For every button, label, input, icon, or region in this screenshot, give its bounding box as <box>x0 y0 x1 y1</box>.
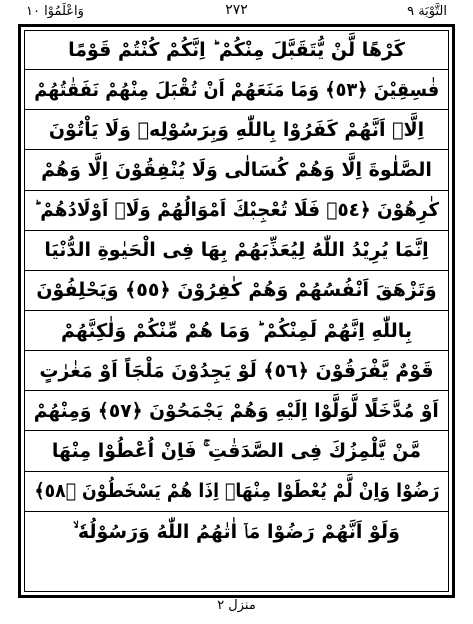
text-line-12 <box>24 472 449 512</box>
text-line-9 <box>24 351 449 391</box>
text-line-3 <box>24 110 449 150</box>
line-text: وَلَوْ اَنَّهُمْ رَضُوْا مَاۤ اٰتٰهُمُ اللّٰهُ وَرَسُوْلُهٗ ۙ <box>73 520 400 543</box>
line-text: اَوْ مُدَّخَلًا لَّوَلَّوْا اِلَيْهِ وَهُمْ يَجْمَحُوْنَ ﴿٥٧﴾ وَمِنْهُمْ <box>33 399 440 422</box>
line-text: وَتَزْهَقَ اَنْفُسُهُمْ وَهُمْ كٰفِرُوْنَ ﴿٥٥﴾ وَيَحْلِفُوْنَ <box>36 279 437 302</box>
line-text: اِنَّمَا يُرِيْدُ اللّٰهُ لِيُعَذِّبَهُمْ بِهَا فِى الْحَيٰوةِ الدُّنْيَا <box>44 239 429 262</box>
text-line-1 <box>24 30 449 70</box>
header-para-name: وَاعْلَمُوْا ١٠ <box>26 4 84 19</box>
text-line-8 <box>24 311 449 351</box>
line-text: اِلَّاۤ اَنَّهُمْ كَفَرُوْا بِاللّٰهِ وَبِرَسُوْلِهٖ وَلَا يَاْتُوْنَ <box>48 118 425 141</box>
text-line-13 <box>24 512 449 552</box>
header-surah-name: التَّوْبَة ٩ <box>407 4 447 19</box>
line-text: فٰسِقِيْنَ ﴿٥٣﴾ وَمَا مَنَعَهُمْ اَنْ تُقْبَلَ مِنْهُمْ نَفَقٰتُهُمْ <box>34 78 439 101</box>
page-number: ٢٧٢ <box>225 2 248 18</box>
text-line-7 <box>24 271 449 311</box>
text-line-5 <box>24 191 449 231</box>
line-text: قَوْمٌ يَّفْرَقُوْنَ ﴿٥٦﴾ لَوْ يَجِدُوْنَ مَلْجَاً اَوْ مَغٰرٰتٍ <box>39 359 434 382</box>
line-text: كٰرِهُوْنَ ﴿٥٤﴾ فَلَا تُعْجِبْكَ اَمْوَالُهُمْ وَلَاۤ اَوْلَادُهُمْ ؕ <box>33 199 440 222</box>
text-line-6 <box>24 231 449 271</box>
line-text: مَّنْ يَّلْمِزُكَ فِى الصَّدَقٰتِ ۚ فَاِنْ اُعْطُوْا مِنْهَا <box>51 439 422 462</box>
text-block <box>24 30 449 592</box>
line-text: كَرْهًا لَّنْ يُّتَقَبَّلَ مِنْكُمْ ؕ اِنَّكُمْ كُنْتُمْ قَوْمًا <box>68 38 405 61</box>
line-text: رَضُوْا وَاِنْ لَّمْ يُعْطَوْا مِنْهَاۤ اِذَا هُمْ يَسْخَطُوْنَ ﴿٥٨﴾ <box>34 480 439 503</box>
text-line-2 <box>24 70 449 110</box>
line-text: بِاللّٰهِ اِنَّهُمْ لَمِنْكُمْ ؕ وَمَا هُمْ مِّنْكُمْ وَلٰكِنَّهُمْ <box>60 319 413 342</box>
manzil-footer: منزل ٢ <box>217 598 256 613</box>
text-line-4 <box>24 150 449 190</box>
text-line-11 <box>24 431 449 471</box>
text-line-10 <box>24 391 449 431</box>
line-text: الصَّلٰوةَ اِلَّا وَهُمْ كُسَالٰى وَلَا يُنْفِقُوْنَ اِلَّا وَهُمْ <box>41 158 432 181</box>
